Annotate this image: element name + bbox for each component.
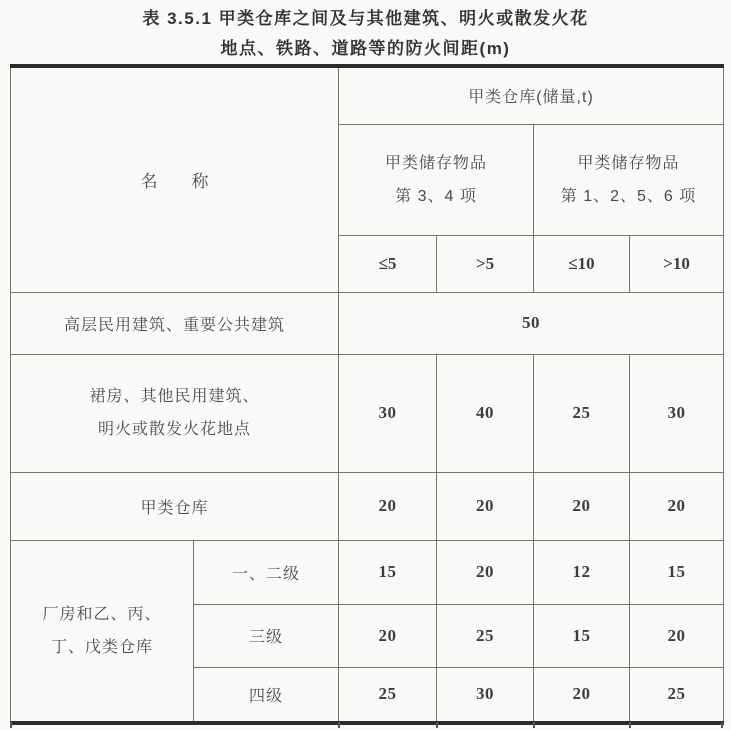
header-qty-le5: ≤5 xyxy=(339,235,437,292)
row-grade4-value-1: 25 xyxy=(339,667,437,723)
row-grade4-value-2: 30 xyxy=(437,667,534,723)
row-grade12-value-4: 15 xyxy=(630,540,724,604)
row-grade3-label: 三级 xyxy=(194,604,339,667)
row-podium-value-4: 30 xyxy=(630,354,724,472)
table-row xyxy=(11,354,724,472)
table-continuation-tick xyxy=(533,722,535,728)
table-continuation-tick xyxy=(629,722,631,728)
row-grade3-value-4: 20 xyxy=(630,604,724,667)
row-grade12-value-3: 12 xyxy=(534,540,630,604)
row-classA-value-1: 20 xyxy=(339,472,437,540)
row-highrise-name: 高层民用建筑、重要公共建筑 xyxy=(11,292,339,354)
header-subgroup-2-line1: 甲类储存物品 xyxy=(577,154,680,172)
table-continuation-tick xyxy=(436,722,438,728)
row-grade12-label: 一、二级 xyxy=(194,540,339,604)
row-grade4-label: 四级 xyxy=(194,667,339,723)
row-grade12-value-2: 20 xyxy=(437,540,534,604)
row-grade4-value-4: 25 xyxy=(630,667,724,723)
row-classA-value-3: 20 xyxy=(534,472,630,540)
table-row xyxy=(11,292,724,354)
row-podium-name-line1: 裙房、其他民用建筑、 xyxy=(89,388,260,405)
table-row xyxy=(11,540,724,604)
header-subgroup-1-line2: 第 3、4 项 xyxy=(395,187,477,205)
row-podium-value-1: 30 xyxy=(339,354,437,472)
row-classA-value-2: 20 xyxy=(437,472,534,540)
row-grade3-value-2: 25 xyxy=(437,604,534,667)
fire-separation-table xyxy=(10,64,724,725)
row-podium-value-3: 25 xyxy=(534,354,630,472)
header-subgroup-1-line1: 甲类储存物品 xyxy=(384,154,487,172)
header-subgroup-2 xyxy=(534,124,724,235)
row-classA-value-4: 20 xyxy=(630,472,724,540)
header-qty-gt10: >10 xyxy=(630,235,724,292)
header-name-cell: 名 称 xyxy=(11,66,339,292)
header-subgroup-1 xyxy=(339,124,534,235)
row-podium-name xyxy=(11,354,339,472)
table-row xyxy=(11,472,724,540)
row-grade4-value-3: 20 xyxy=(534,667,630,723)
table-caption-line1: 表 3.5.1 甲类仓库之间及与其他建筑、明火或散发火花 xyxy=(142,9,589,28)
row-grade12-value-1: 15 xyxy=(339,540,437,604)
row-podium-name-line2: 明火或散发火花地点 xyxy=(97,421,251,438)
row-factory-group-name xyxy=(11,540,194,723)
row-highrise-merged-value: 50 xyxy=(339,292,724,354)
fire-separation-table-wrap xyxy=(10,64,723,725)
row-grade3-value-3: 15 xyxy=(534,604,630,667)
table-continuation-tick xyxy=(10,722,12,728)
header-group-cell: 甲类仓库(储量,t) xyxy=(339,66,724,124)
row-podium-value-2: 40 xyxy=(437,354,534,472)
table-caption-line2: 地点、铁路、道路等的防火间距(m) xyxy=(220,39,511,58)
header-subgroup-2-line2: 第 1、2、5、6 项 xyxy=(560,187,697,205)
header-qty-gt5: >5 xyxy=(437,235,534,292)
table-continuation-tick xyxy=(338,722,340,728)
row-factory-group-name-line2: 丁、戊类仓库 xyxy=(50,638,153,656)
row-classA-name: 甲类仓库 xyxy=(11,472,339,540)
row-grade3-value-1: 20 xyxy=(339,604,437,667)
row-factory-group-name-line1: 厂房和乙、丙、 xyxy=(42,605,162,623)
table-caption xyxy=(0,4,731,64)
header-qty-le10: ≤10 xyxy=(534,235,630,292)
table-continuation-tick xyxy=(721,722,723,728)
